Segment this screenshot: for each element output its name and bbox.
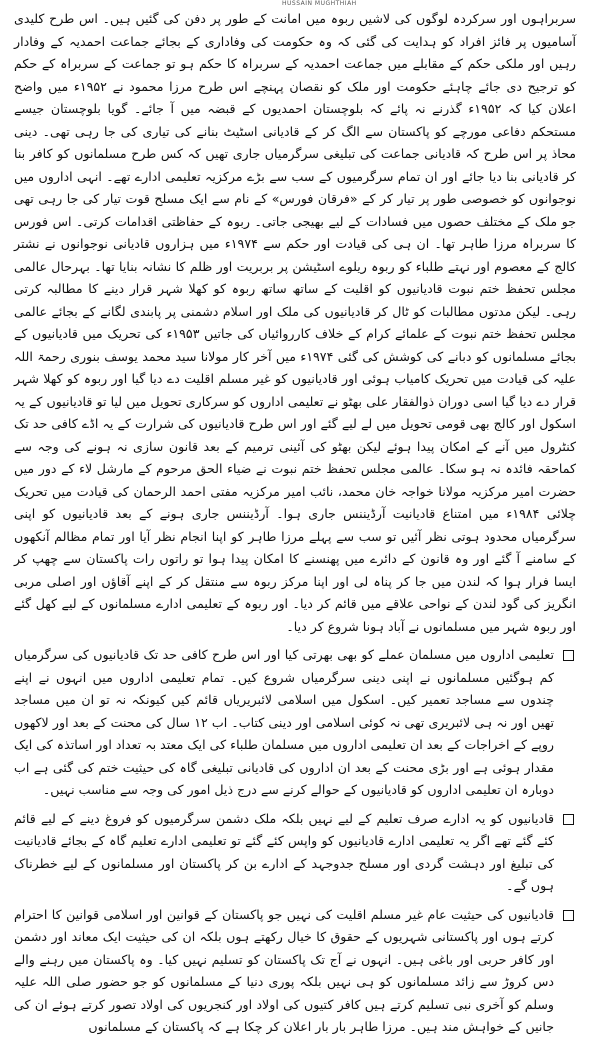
- square-bullet-icon: [563, 814, 574, 825]
- bullet-item: [14, 644, 576, 802]
- bullet-item: [14, 904, 576, 1039]
- bullet-text: تعلیمی اداروں میں مسلمان عملے کو بھی بھرتی کیا اور اس طرح کافی حد تک قادیانیوں کی سرگرمیاں کم ہوگئیں مسلمانوں نے اپنی دینی سرگرمیاں شروع کیں۔ تمام تعلیمی اداروں میں انہوں نے اپنے چندوں سے مساجد تعمیر کیں۔ اسکول میں اسلامی لائبریریاں قائم کیں کیونکہ نہ تو ان میں مساجد تھیں اور نہ ہی لائبریری تھی نہ کوئی اسلامی اور دینی کتاب۔ اب ۱۲ سال کی محنت کے بعد اور لاکھوں روپے کے اخراجات کے بعد ان تعلیمی اداروں میں مسلمان طلباء کی ایک معتد بہ تعداد اور اساتذہ کی ایک مقدار ہوئی ہے اور بڑی محنت کے بعد ان اداروں کی قادیانی تبلیغی گاہ کی حیثیت ختم کی گئی ہے اب دوبارہ ان تعلیمی اداروں کو قادیانیوں کے حوالے کرنے سے درج ذیل امور کی وجہ سے مناسب نہیں۔: [14, 647, 554, 797]
- page-header-mark: HUSSAIN MUGHTHIAH: [282, 0, 357, 7]
- bullet-item: [14, 808, 576, 898]
- bullet-text: قادیانیوں کو یہ ادارے صرف تعلیم کے لیے نہیں بلکہ ملک دشمن سرگرمیوں کو فروغ دینے کے لیے قائم کئے گئے تھے اگر یہ تعلیمی ادارے قادیانیوں کو واپس کئے گئے تو تعلیمی ادارے تعلیم گاہ کے بجائے قادیانیت کی تبلیغ اور دہشت گردی اور مسلح جدوجہد کے ادارے بن کر پاکستان اور مسلمانوں کے لیے خطرناک ہوں گے۔: [14, 810, 554, 893]
- square-bullet-icon: [563, 650, 574, 661]
- document-body: [14, 8, 576, 1034]
- square-bullet-icon: [563, 910, 574, 921]
- body-paragraph: سربراہوں اور سرکردہ لوگوں کی لاشیں ربوہ میں امانت کے طور پر دفن کی گئیں ہیں۔ اس طرح کلیدی آسامیوں پر فائز افراد کو ہدایت کی گئی کہ وہ حکومت کی وفاداری کے بجائے جماعت احمدیہ کے وفادار رہیں اور ملکی حکم کے مقابلے میں جماعت احمدیہ کے سربراہ کا حکم ہو تو جماعت کے سربراہ کے حکم کو ترجیح دی جائے چاہئے حکومت اور ملک کو نقصان پہنچے اس طرح مرزا محمود نے ۱۹۵۲ء میں واضح اعلان کیا کہ ۱۹۵۲ء گذرنے نہ پائے کہ بلوچستان احمدیوں کے قبضہ میں آ جائے۔ گویا بلوچستان جیسے مستحکم دفاعی مورچے کو پاکستان سے الگ کر کے قادیانی اسٹیٹ بنانے کی تیاری کی جا رہی تھی۔ دینی محاذ پر اس طرح کہ قادیانی جماعت کی تبلیغی سرگرمیاں جاری تھیں کہ کس طرح مسلمانوں کو کافر بنا کر قادیانی بنا دیا جائے اور ان تمام سرگرمیوں کے سب سے بڑے مرکزیہ تعلیمی ادارے تھے۔ انہی اداروں میں نوجوانوں کو خصوصی طور پر تیار کر کے «فرقان فورس» کے نام سے ایک مسلح قوت تیار کی جا رہی تھی جو ملک کے مختلف حصوں میں فسادات کے لیے بھیجی جاتی۔ ربوہ کے حفاظتی اقدامات کرتی۔ اس فورس کا سربراہ مرزا طاہر تھا۔ ان ہی کی قیادت اور حکم سے ۱۹۷۴ء میں ہزاروں قادیانی نوجوانوں نے نشتر کالج کے معصوم اور نہتے طلباء کو ربوہ ریلوے اسٹیشن پر بربریت اور ظلم کا نشانہ بنایا تھا۔ بہرحال عالمی مجلس تحفظ ختم نبوت قادیانیوں کو اقلیت کے ساتھ ساتھ ربوہ کو کھلا شہر قرار دینے کا مطالبہ کرتی رہی۔ لیکن مدتوں مطالبات کو ٹال کر قادیانیوں کی ملک اور اسلام دشمنی پر پابندی لگانے کے بجائے عالمی مجلس تحفظ ختم نبوت کے علمائے کرام کے خلاف کارروائیاں کی جاتیں ۱۹۵۳ء کی تحریک میں قادیانیوں کے بجائے مسلمانوں کو دبانے کی کوشش کی گئی ۱۹۷۴ء میں آخر کار مولانا سید محمد یوسف بنوری رحمۃ اللہ علیہ کی قیادت میں تحریک کامیاب ہوئی اور قادیانیوں کو غیر مسلم اقلیت دے دیا گیا اور ربوہ کو کھلا شہر قرار دے دیا گیا اسی دوران ذوالفقار علی بھٹو نے تعلیمی اداروں کو سرکاری تحویل میں لیا تو قادیانیوں کے یہ اسکول اور کالج بھی قومی تحویل میں لے لیے گئے اور اس طرح قادیانیوں کی شرارت کے یہ اڈے کافی حد تک کنٹرول میں آنے کے امکان پیدا ہوئے لیکن بھٹو کی آئینی ترمیم کے بعد قانون سازی نہ ہونے کی وجہ سے کماحقہ فائدہ نہ ہو سکا۔ عالمی مجلس تحفظ ختم نبوت نے ضیاء الحق مرحوم کے مارشل لاء کے دور میں حضرت امیر مرکزیہ مولانا خواجہ خان محمد، نائب امیر مرکزیہ مفتی احمد الرحمان کی قیادت میں تحریک چلائی ۱۹۸۴ء میں امتناع قادیانیت آرڈیننس جاری ہوا۔ آرڈیننس جاری ہونے کے بعد قادیانیوں کو اپنی سرگرمیاں محدود ہوتی نظر آئیں تو سب سے پہلے مرزا طاہر کو اپنا انجام نظر آیا اور تمام مظالم آنکھوں کے سامنے آ گئے اور وہ قانون کے دائرے میں پھنسنے کا امکان پیدا ہوا تو راتوں رات پاکستان سے چھپ کر ایسا فرار ہوا کہ لندن میں جا کر پناہ لی اور اپنا مرکز ربوہ سے منتقل کر کے اپنے آقاؤں اور اصلی مربی انگریز کی گود لندن کے نواحی علاقے میں قائم کر دیا۔ اور ربوہ کے تعلیمی ادارے مسلمانوں کے لیے کھل گئے اور ربوہ شہر میں مسلمانوں نے آباد ہونا شروع کر دیا۔: [14, 11, 576, 634]
- bullet-text: قادیانیوں کی حیثیت عام غیر مسلم اقلیت کی نہیں جو پاکستان کے قوانین اور اسلامی قوانین کا احترام کرتے ہوں اور پاکستانی شہریوں کے حقوق کا خیال رکھتے ہوں بلکہ ان کی حیثیت ایک معاند اور دشمن اور کافر حربی اور باغی ہیں۔ انہوں نے آج تک پاکستان کو تسلیم نہیں کیا۔ وہ پاکستان میں رہنے والے دس کروڑ سے زائد مسلمانوں کو ہی نہیں بلکہ پوری دنیا کے مسلمانوں کو جو حضور صلی اللہ علیہ وسلم کو آخری نبی تسلیم کرتے ہیں کافر کتیوں کی اولاد اور کنجریوں کی اولاد تصور کرتے ہوئے ان کی جانیں کے خواہش مند ہیں۔ مرزا طاہر بار بار اعلان کر چکا ہے کہ پاکستان کے مسلمانوں: [14, 906, 554, 1034]
